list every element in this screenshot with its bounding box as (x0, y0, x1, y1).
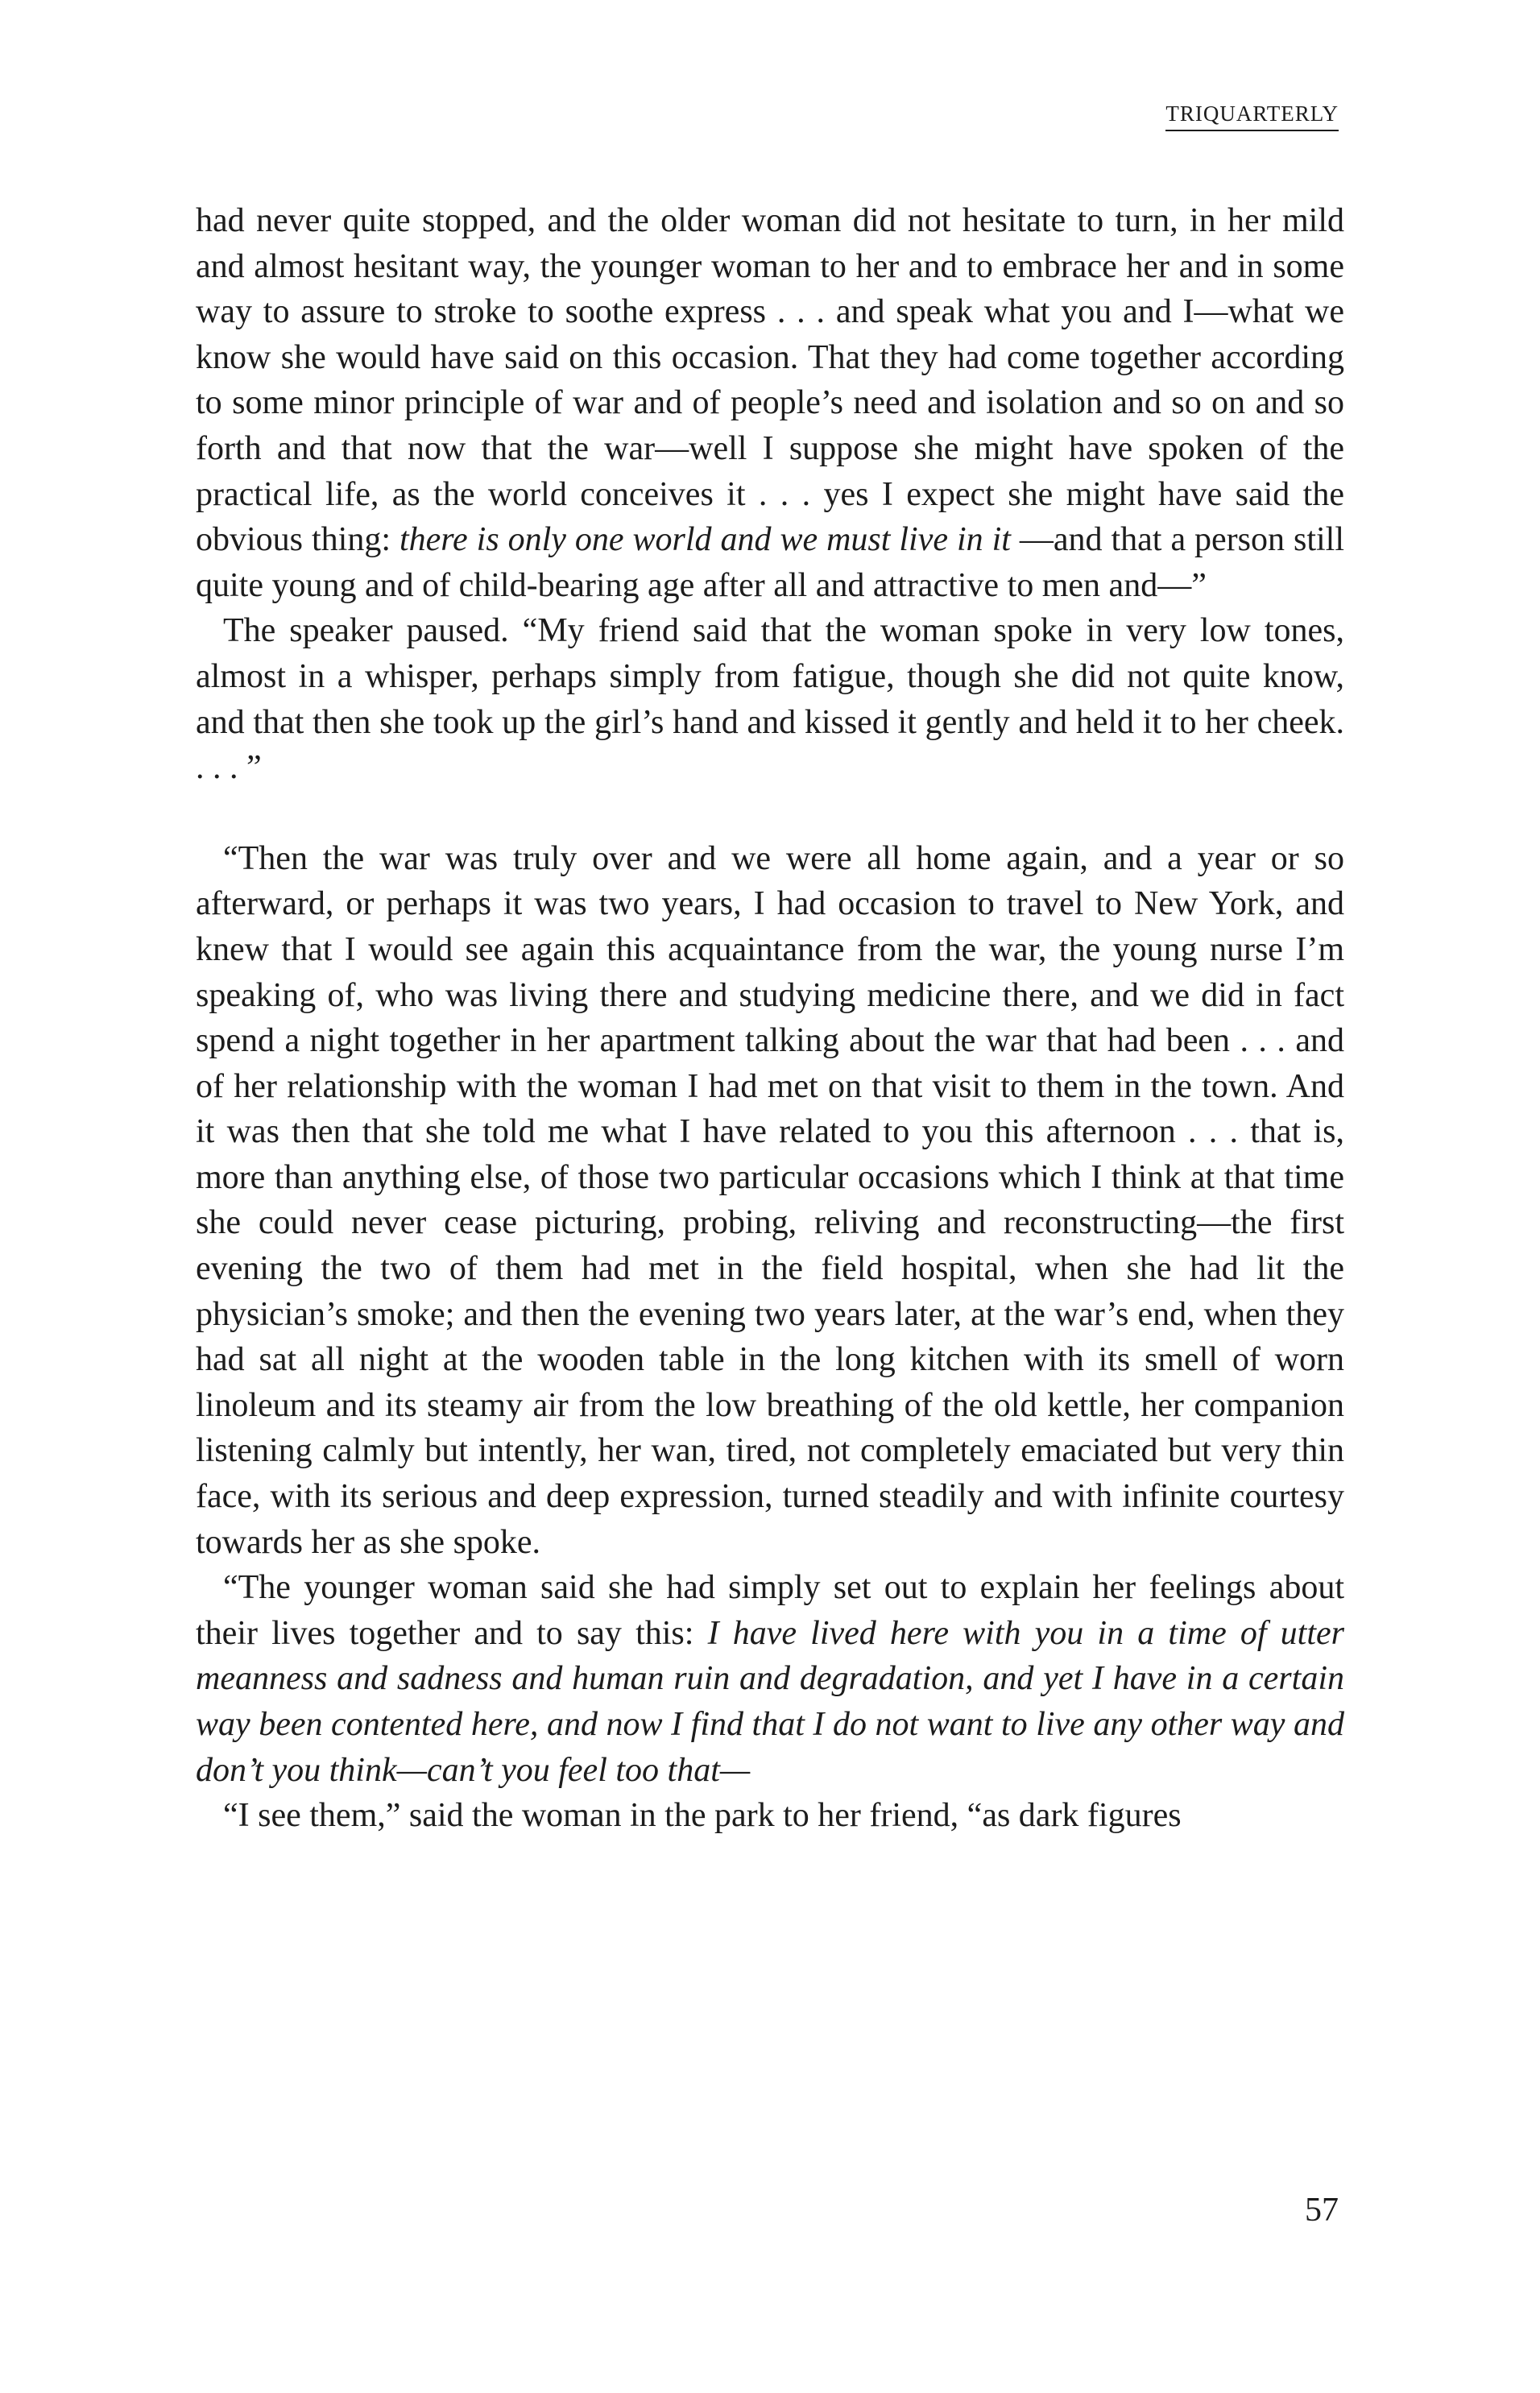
paragraph-1 (196, 198, 1344, 608)
body-text (196, 198, 1344, 1839)
paragraph-5 (196, 1793, 1344, 1839)
page-number: 57 (1305, 2192, 1339, 2229)
paragraph-2 (196, 608, 1344, 790)
paragraph-4-text: “The younger woman said she had simply set out to explain her feelings about their lives together and to say this: (196, 1569, 1344, 1652)
paragraph-5-text: “I see them,” said the woman in the park to her friend, “as dark figures (223, 1797, 1182, 1835)
paragraph-2-text: The speaker paused. “My friend said that the woman spoke in very low tones, almost in a whisper, perhaps simply from fatigue, though she did not quite know, and that then she took up the girl’s hand and kissed it gently and held it to her cheek. . . . ” (196, 612, 1344, 787)
running-head: TRIQUARTERLY (1165, 101, 1339, 131)
paragraph-4-italic: I have lived here with you in a time of utter meanness and sadness and human ruin and degradation, and yet I have in a certain way been contented here, and now I find that I do not want to live any other way and don’t you think—can’t you feel too that— (196, 1614, 1344, 1789)
paragraph-1-text-a: had never quite stopped, and the older woman did not hesitate to turn, in her mild and almost hesitant way, the younger woman to her and to embrace her and in some way to assure to stroke to soothe express . . . and speak what you and I—what we know she would have said on this occasion. That they had come together according to some minor principle of war and of people’s need and isolation and so on and so forth and that now that the war—well I suppose she might have spoken of the practical life, as the world conceives it . . . yes I expect she might have said the obvious thing: (196, 202, 1344, 559)
paragraph-3 (196, 836, 1344, 1566)
paragraph-1-text-b: —and that a person still quite young and of child-bearing age after all and attractive to men and—” (196, 521, 1345, 604)
paragraph-1-italic: there is only one world and we must live in it (399, 521, 1011, 559)
paragraph-4 (196, 1565, 1344, 1793)
paragraph-3-text: “Then the war was truly over and we were all home again, and a year or so afterward, or perhaps it was two years, I had occasion to travel to New York, and knew that I would see again this acquaintance from the war, the young nurse I’m speaking of, who was living there and studying medicine there, and we did in fact spend a night together in her apartment talking about the war that had been . . . and of her relationship with the woman I had met on that visit to them in the town. And it was then that she told me what I have related to you this afternoon . . . that is, more than anything else, of those two particular occasions which I think at that time she could never cease picturing, probing, reliving and reconstructing—the first evening the two of them had met in the field hospital, when she had lit the physician’s smoke; and then the evening two years later, at the war’s end, when they had sat all night at the wooden table in the long kitchen with its smell of worn linoleum and its steamy air from the low breathing of the old kettle, her companion listening calmly but intently, her wan, tired, not completely emaciated but very thin face, with its serious and deep expression, turned steadily and with infinite courtesy towards her as she spoke. (196, 839, 1344, 1561)
